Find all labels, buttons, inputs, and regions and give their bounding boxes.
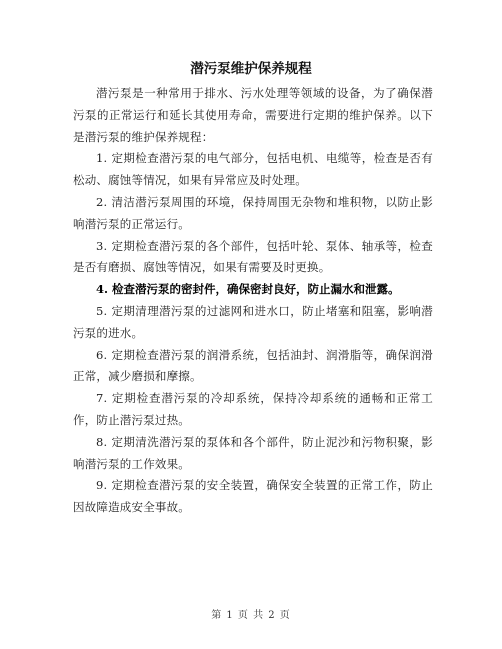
intro-paragraph: 潜污泵是一种常用于排水、污水处理等领域的设备，为了确保潜污泵的正常运行和延长其使用寿命，需要进行定期的维护保养。以下是潜污泵的维护保养规程： xyxy=(73,86,433,144)
list-item-3: 3. 定期检查潜污泵的各个部件，包括叶轮、泵体、轴承等，检查是否有磨损、腐蚀等情况，如果有需要及时更换。 xyxy=(73,238,433,275)
list-item-6: 6. 定期检查潜污泵的润滑系统，包括油封、润滑脂等，确保润滑正常，减少磨损和摩擦。 xyxy=(73,347,433,384)
page-number-footer: 第 1 页 共 2 页 xyxy=(211,610,291,621)
list-item-9: 9. 定期检查潜污泵的安全装置，确保安全装置的正常工作，防止因故障造成安全事故。 xyxy=(73,478,433,515)
document-body xyxy=(73,83,433,519)
list-item-5: 5. 定期清理潜污泵的过滤网和进水口，防止堵塞和阻塞，影响潜污泵的进水。 xyxy=(73,303,433,340)
list-item-2: 2. 清洁潜污泵周围的环境，保持周围无杂物和堆积物，以防止影响潜污泵的正常运行。 xyxy=(73,194,433,231)
list-item-7: 7. 定期检查潜污泵的冷却系统，保持冷却系统的通畅和正常工作，防止潜污泵过热。 xyxy=(73,391,433,427)
document-title: 潜污泵维护保养规程 xyxy=(190,61,312,77)
list-item-8: 8. 定期清洗潜污泵的泵体和各个部件，防止泥沙和污物积聚，影响潜污泵的工作效果。 xyxy=(73,434,433,471)
list-item-1: 1. 定期检查潜污泵的电气部分，包括电机、电缆等，检查是否有松动、腐蚀等情况，如果有异常应及时处理。 xyxy=(73,151,433,188)
list-item-4: 4. 检查潜污泵的密封件，确保密封良好，防止漏水和泄露。 xyxy=(96,282,400,297)
